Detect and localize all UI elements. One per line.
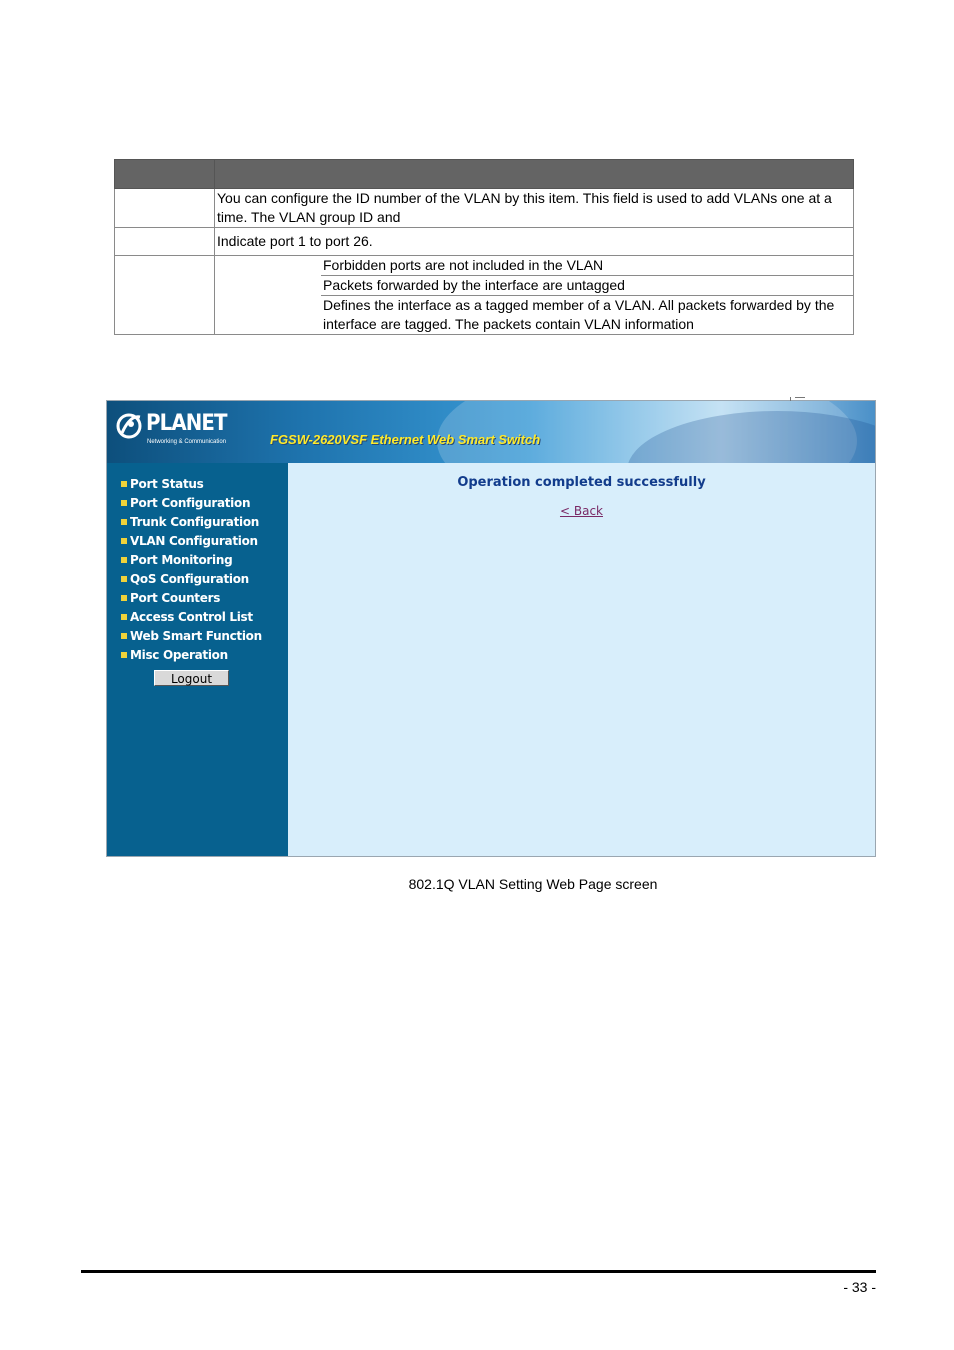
object-cell — [115, 256, 215, 335]
mode-option-key — [215, 276, 321, 296]
table-row — [115, 189, 854, 228]
mode-option-row — [215, 256, 853, 276]
table-row — [115, 228, 854, 256]
mode-option-key — [215, 256, 321, 276]
sidebar-item-port-configuration[interactable]: Port Configuration — [121, 496, 262, 515]
bullet-icon — [121, 614, 127, 620]
mode-option-text: Defines the interface as a tagged member of a VLAN. All packets forwarded by the interface are tagged. The packets contain VLAN information — [323, 297, 835, 332]
sidebar-item-port-monitoring[interactable]: Port Monitoring — [121, 553, 262, 572]
logout-button[interactable]: Logout — [154, 670, 229, 686]
footer-rule — [81, 1270, 876, 1273]
bullet-icon — [121, 576, 127, 582]
sidebar-item-port-counters[interactable]: Port Counters — [121, 591, 262, 610]
mode-option-row — [215, 276, 853, 296]
parameter-table — [114, 159, 854, 335]
sidebar-menu — [121, 477, 262, 667]
bullet-icon — [121, 595, 127, 601]
logo-tagline: Networking & Communication — [147, 439, 227, 445]
bullet-icon — [121, 481, 127, 487]
sidebar-item-misc-operation[interactable]: Misc Operation — [121, 648, 262, 667]
figure-caption: 802.1Q VLAN Setting Web Page screen — [408, 876, 658, 892]
status-message: Operation completed successfully — [457, 475, 706, 490]
bullet-icon — [121, 538, 127, 544]
mode-option-row — [215, 296, 853, 335]
table-row-mode — [115, 256, 854, 335]
mode-option-text: Packets forwarded by the interface are untagged — [321, 276, 853, 296]
header-cell-object — [115, 160, 215, 189]
object-cell — [115, 228, 215, 256]
bullet-icon — [121, 557, 127, 563]
main-content — [288, 463, 875, 856]
mode-options-cell — [215, 256, 854, 335]
header-banner — [107, 401, 875, 463]
bullet-icon — [121, 500, 127, 506]
sidebar-item-vlan-configuration[interactable]: VLAN Configuration — [121, 534, 262, 553]
sidebar-item-qos-configuration[interactable]: QoS Configuration — [121, 572, 262, 591]
logo-text: PLANET — [146, 411, 227, 436]
product-title: FGSW-2620VSF Ethernet Web Smart Switch — [270, 432, 541, 447]
back-link[interactable]: < Back — [559, 504, 603, 518]
bullet-icon — [121, 633, 127, 639]
bullet-icon — [121, 652, 127, 658]
bullet-icon — [121, 519, 127, 525]
sidebar-item-trunk-configuration[interactable]: Trunk Configuration — [121, 515, 262, 534]
page-number: - 33 - — [843, 1279, 876, 1295]
sidebar-item-access-control-list[interactable]: Access Control List — [121, 610, 262, 629]
table-header-row — [115, 160, 854, 189]
planet-logo — [116, 411, 236, 451]
sidebar-item-web-smart-function[interactable]: Web Smart Function — [121, 629, 262, 648]
sidebar-item-port-status[interactable]: Port Status — [121, 477, 262, 496]
mode-option-text: Forbidden ports are not included in the VLAN — [321, 256, 853, 276]
mode-option-key — [215, 296, 321, 335]
mode-options-table — [215, 256, 853, 334]
planet-logo-icon — [116, 411, 144, 441]
web-ui-screenshot — [106, 400, 876, 857]
header-cell-description — [215, 160, 854, 189]
sidebar — [107, 463, 288, 856]
object-cell — [115, 189, 215, 228]
description-cell: You can configure the ID number of the VLAN by this item. This field is used to add VLANs one at a time. The VLAN group ID and — [215, 189, 854, 228]
description-cell: Indicate port 1 to port 26. — [215, 228, 854, 256]
